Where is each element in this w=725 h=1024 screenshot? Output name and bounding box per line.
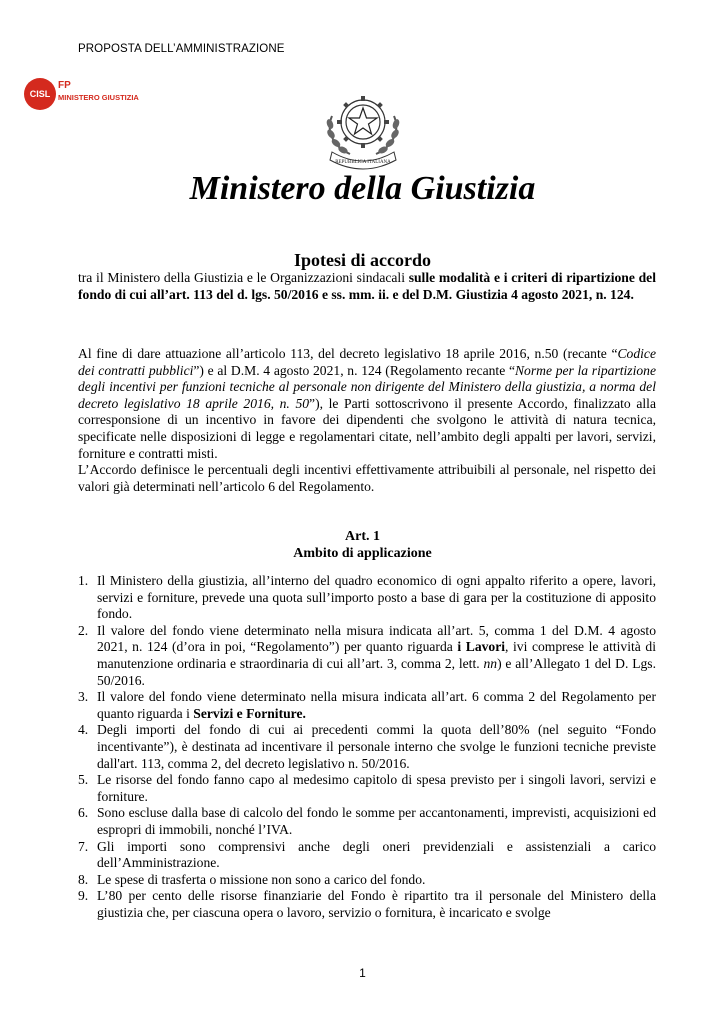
header-note: PROPOSTA DELL’AMMINISTRAZIONE — [78, 43, 285, 55]
preamble-italic-1: Codice dei contratti pubblici — [78, 346, 656, 378]
item-number: 9. — [78, 888, 89, 904]
list-item — [78, 689, 656, 722]
emblem-ribbon-text: REPUBBLICA ITALIANA — [335, 160, 391, 165]
list-item — [78, 722, 656, 772]
list-item — [78, 573, 656, 623]
list-item — [78, 772, 656, 805]
ministry-title: Ministero della Giustizia — [189, 170, 536, 207]
item-number: 3. — [78, 689, 89, 705]
item-number: 4. — [78, 722, 89, 738]
item-text: Sono escluse dalla base di calcolo del fondo le somme per accantonamenti, imprevisti, acquisizioni ed espropri di immobili, nonché l’IVA. — [97, 805, 656, 837]
item-text: Il Ministero della giustizia, all’interno del quadro economico di ogni appalto riferito a opere, lavori, servizi e forniture, prevede una quota sull’importo posto a base di gara per la costituzione di apposito fondo. — [97, 573, 656, 622]
item-bold-text: Servizi e Forniture. — [193, 705, 306, 721]
preamble-text-1: Al fine di dare attuazione all’articolo 113, del decreto legislativo 18 aprile 2016, n.50 (recante “ — [78, 346, 618, 361]
list-item — [78, 805, 656, 838]
item-italic-text: nn — [483, 655, 498, 671]
preamble-italic-2: Norme per la ripartizione degli incentivi per funzioni tecniche al personale non dirigente del Ministero della giustizia, a norma del decreto legislativo 18 aprile 2016, n. 50 — [78, 362, 656, 411]
preamble-p1 — [78, 346, 656, 462]
intro-part1: tra il Ministero della Giustizia e le Organizzazioni sindacali — [78, 270, 409, 285]
cisl-logo-circle: CISL — [24, 78, 56, 110]
preamble-p2: L’Accordo definisce le percentuali degli incentivi effettivamente attribuibili al personale, nel rispetto dei valori già determinati nell’articolo 6 del Regolamento. — [78, 462, 656, 494]
item-number: 8. — [78, 871, 89, 887]
article-number: Art. 1 — [345, 529, 380, 544]
document-title: Ipotesi di accordo — [294, 250, 431, 270]
item-text: Degli importi del fondo di cui ai precedenti commi la quota dell’80% (nel seguito “Fondo incentivante”), è destinata ad incentivare il personale interno che svolge le funzioni tecniche previste dall'art. 113, comma 2, del decreto legislativo n. 50/2016. — [97, 722, 656, 771]
item-text: Le spese di trasferta o missione non sono a carico del fondo. — [97, 871, 426, 887]
item-number: 1. — [78, 573, 89, 588]
item-text: Il valore del fondo viene determinato nella misura indicata all’art. 6 comma 2 del Regolamento per quanto riguarda i — [97, 689, 656, 721]
item-number: 2. — [78, 622, 89, 638]
item-number: 6. — [78, 805, 89, 821]
article-title: Ambito di applicazione — [293, 546, 432, 561]
logo-ministry-text: MINISTERO GIUSTIZIA — [58, 93, 139, 102]
italian-republic-emblem-icon — [318, 88, 408, 170]
intro-text — [78, 270, 656, 303]
preamble-text-3: ”), le Parti sottoscrivono il presente Accordo, finalizzato alla corresponsione di un incentivo in favore dei dipendenti che svolgono le attività di natura tecnica, specificate nelle disposizioni di legge e regolamentari citate, nell’ambito degli appalti per lavori, servizi, forniture e contratti misti. — [78, 395, 656, 461]
item-text: Il valore del fondo viene determinato nella misura indicata all’art. 5, comma 1 del D.M. 4 agosto 2021, n. 124 (d’ora in poi, “Regolamento”) per quanto riguarda — [97, 622, 656, 655]
item-text: L’80 per cento delle risorse finanziarie del Fondo è ripartito tra il personale del Ministero della giustizia che, per ciascuna opera o lavoro, servizio o fornitura, è incaricato e svolge — [97, 888, 656, 920]
item-text: Le risorse del fondo fanno capo al medesimo capitolo di spesa previsto per i singoli lavori, servizi e forniture. — [97, 772, 656, 804]
list-item — [78, 623, 656, 689]
item-text: Gli importi sono comprensivi anche degli oneri previdenziali e assistenziali a carico dell’Amministrazione. — [97, 838, 656, 871]
article-items-list — [78, 573, 656, 921]
article-heading — [0, 528, 725, 562]
preamble-text-2: ”) e al D.M. 4 agosto 2021, n. 124 (Regolamento recante “ — [193, 362, 515, 378]
intro-part2: sulle modalità e i criteri di ripartizione del fondo di cui all’art. 113 del d. lgs. 50/2016 e ss. mm. ii. e del D.M. Giustizia 4 agosto 2021, n. 124. — [78, 270, 656, 302]
list-item — [78, 872, 656, 889]
item-text: ) e all’Allegato 1 del D. Lgs. 50/2016. — [97, 655, 656, 688]
logo-fp-text: FP — [58, 80, 71, 91]
item-bold-text: i Lavori — [457, 639, 506, 655]
cisl-fp-logo — [24, 78, 154, 112]
item-number: 5. — [78, 772, 89, 788]
page-number: 1 — [359, 966, 366, 980]
item-number: 7. — [78, 838, 89, 854]
list-item — [78, 839, 656, 872]
item-text: , ivi comprese le attività di manutenzione ordinaria e straordinaria di cui all’art. 3, comma 2, lett. — [97, 639, 656, 671]
list-item — [78, 888, 656, 921]
preamble-paragraph — [78, 346, 656, 495]
